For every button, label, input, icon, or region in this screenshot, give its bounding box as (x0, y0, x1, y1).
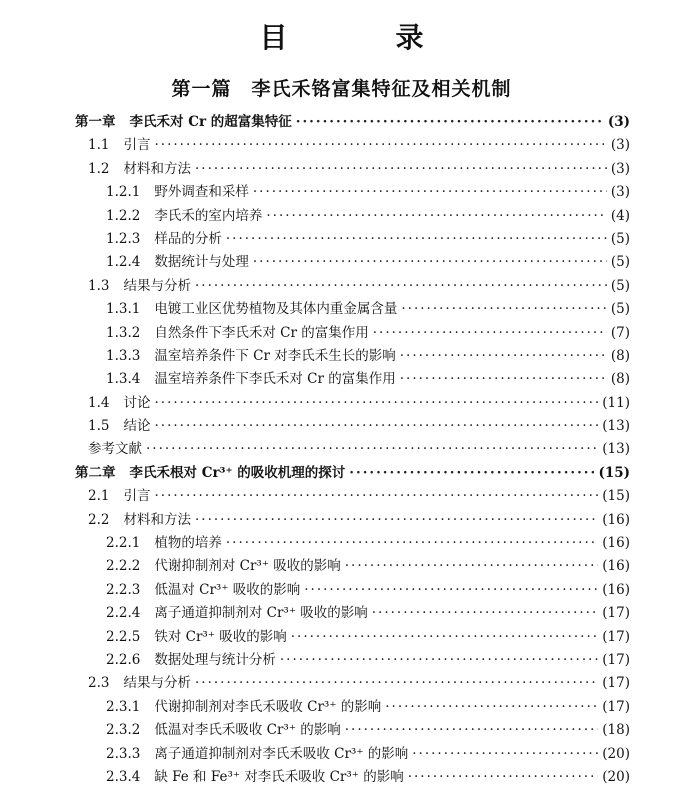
toc-entry-number: 1.3 (88, 277, 110, 294)
toc-leader-dots (400, 368, 607, 391)
toc-entry-title: 样品的分析 (154, 230, 222, 247)
toc-leader-dots (280, 649, 598, 672)
toc-entry-page: (16) (602, 511, 630, 528)
toc-entry[interactable] (0, 322, 683, 345)
toc-entry-title: 离子通道抑制剂对李氏禾吸收 Cr³⁺ 的影响 (154, 745, 409, 762)
toc-entry[interactable] (0, 672, 683, 695)
toc-entry-number: 2.3 (88, 675, 110, 692)
toc-entry-page: (17) (602, 628, 630, 645)
toc-entry-number: 1.2.3 (106, 230, 141, 247)
toc-leader-dots (146, 438, 598, 461)
toc-entry-number: 2.2.3 (106, 581, 141, 598)
toc-entry-title: 参考文献 (88, 441, 142, 458)
toc-entry-page: (17) (602, 605, 630, 622)
toc-entry[interactable] (0, 345, 683, 368)
toc-entry-page: (3) (610, 137, 630, 154)
toc-leader-dots (226, 532, 598, 555)
toc-entry-title: 电镀工业区优势植物及其体内重金属含量 (154, 301, 398, 318)
toc-entry-page: (5) (610, 301, 630, 318)
toc-entry-number: 第一章 (75, 114, 116, 130)
toc-entry-title: 代谢抑制剂对李氏禾吸收 Cr³⁺ 的影响 (154, 698, 382, 715)
toc-entry[interactable] (0, 438, 683, 461)
toc-leader-dots (296, 111, 604, 134)
toc-entry-page: (16) (602, 558, 630, 575)
toc-leader-dots (372, 602, 599, 625)
toc-entry-number: 2.2.2 (106, 558, 141, 575)
toc-entry-page: (5) (610, 277, 630, 294)
toc-entry-title: 数据统计与处理 (154, 254, 249, 271)
toc-leader-dots (195, 509, 598, 532)
toc-entry-title: 李氏禾对 Cr 的超富集特征 (129, 114, 292, 130)
toc-entry-title: 代谢抑制剂对 Cr³⁺ 吸收的影响 (154, 558, 341, 575)
toc-entry[interactable] (0, 111, 683, 134)
toc-entry[interactable] (0, 158, 683, 181)
toc-entry-title: 结果与分析 (123, 277, 191, 294)
toc-entry-number: 1.3.1 (106, 301, 141, 318)
toc-entry-title: 离子通道抑制剂对 Cr³⁺ 吸收的影响 (154, 605, 368, 622)
toc-entry[interactable] (0, 298, 683, 321)
toc-leader-dots (154, 392, 598, 415)
toc-entry[interactable] (0, 509, 683, 532)
toc-entry-page: (15) (598, 464, 630, 481)
toc-entry[interactable] (0, 602, 683, 625)
toc-entry-number: 2.3.1 (106, 698, 141, 715)
toc-entry-page: (8) (610, 347, 630, 364)
toc-leader-dots (349, 462, 594, 485)
toc-entry-title: 结论 (123, 418, 151, 435)
toc-entry-number: 1.3.2 (106, 324, 141, 341)
toc-entry-page: (16) (602, 535, 630, 552)
toc-entry-number: 1.1 (88, 137, 110, 154)
toc-entry-title: 低温对 Cr³⁺ 吸收的影响 (154, 581, 301, 598)
toc-leader-dots (253, 181, 607, 204)
toc-entry-title: 缺 Fe 和 Fe³⁺ 对李氏禾吸收 Cr³⁺ 的影响 (154, 768, 404, 785)
toc-entry[interactable] (0, 766, 683, 789)
toc-entry-number: 1.2.1 (106, 184, 141, 201)
toc-entry-title: 讨论 (123, 394, 151, 411)
toc-entry-page: (3) (607, 114, 630, 130)
toc-leader-dots (266, 205, 607, 228)
toc-entry[interactable] (0, 415, 683, 438)
toc-entry-number: 1.4 (88, 394, 110, 411)
toc-entry-title: 温室培养条件下 Cr 对李氏禾生长的影响 (154, 347, 396, 364)
toc-entry-title: 结果与分析 (123, 675, 191, 692)
toc-entry-page: (3) (610, 160, 630, 177)
toc-entry-number: 2.2.5 (106, 628, 141, 645)
toc-entry-title: 引言 (123, 137, 151, 154)
toc-entry-page: (17) (602, 698, 630, 715)
toc-entry-title: 引言 (123, 488, 151, 505)
toc-leader-dots (195, 158, 607, 181)
toc-entry-number: 1.5 (88, 418, 110, 435)
toc-entry[interactable] (0, 205, 683, 228)
toc-leader-dots (408, 766, 599, 789)
toc-entry[interactable] (0, 579, 683, 602)
toc-leader-dots (304, 579, 598, 602)
toc-leader-dots (195, 275, 607, 298)
toc-leader-dots (345, 719, 599, 742)
toc-entry-number: 2.3.2 (106, 722, 141, 739)
toc-entry-number: 1.2.2 (106, 207, 141, 224)
toc-entry[interactable] (0, 228, 683, 251)
toc-entry-number: 第二章 (75, 464, 116, 481)
toc-entry-title: 自然条件下李氏禾对 Cr 的富集作用 (154, 324, 369, 341)
toc-entry-title: 铁对 Cr³⁺ 吸收的影响 (154, 628, 287, 645)
toc-entry[interactable] (0, 462, 683, 485)
toc-leader-dots (412, 743, 598, 766)
toc-entry[interactable] (0, 368, 683, 391)
toc-leader-dots (400, 345, 607, 368)
toc-entry-number: 2.1 (88, 488, 110, 505)
toc-entry-number: 1.2.4 (106, 254, 141, 271)
toc-entry[interactable] (0, 485, 683, 508)
toc-entry-title: 李氏禾的室内培养 (154, 207, 263, 224)
toc-entry-page: (18) (602, 722, 630, 739)
toc-entry[interactable] (0, 392, 683, 415)
toc-entry-page: (4) (610, 207, 630, 224)
toc-entry-title: 野外调查和采样 (154, 184, 249, 201)
toc-entry[interactable] (0, 134, 683, 157)
toc-entry-number: 2.3.4 (106, 768, 141, 785)
toc-entry-page: (13) (602, 418, 630, 435)
toc-entry[interactable] (0, 181, 683, 204)
toc-leader-dots (253, 251, 607, 274)
toc-entry-number: 2.3.3 (106, 745, 141, 762)
toc-entry[interactable] (0, 649, 683, 672)
toc-entry[interactable] (0, 275, 683, 298)
toc-entry-number: 1.3.3 (106, 347, 141, 364)
toc-leader-dots (154, 485, 598, 508)
toc-entry-page: (11) (602, 394, 630, 411)
toc-entry-title: 数据处理与统计分析 (154, 651, 276, 668)
toc-leader-dots (345, 555, 599, 578)
toc-entry-number: 2.2 (88, 511, 110, 528)
toc-entry[interactable] (0, 555, 683, 578)
toc-leader-dots (401, 298, 607, 321)
toc-list (0, 111, 683, 789)
toc-entry-title: 李氏禾根对 Cr³⁺ 的吸收机理的探讨 (129, 464, 346, 481)
toc-entry-number: 1.2 (88, 160, 110, 177)
toc-entry-number: 2.2.6 (106, 651, 141, 668)
toc-entry-page: (5) (610, 230, 630, 247)
toc-entry[interactable] (0, 251, 683, 274)
toc-leader-dots (154, 134, 606, 157)
toc-entry[interactable] (0, 696, 683, 719)
toc-entry-title: 材料和方法 (123, 160, 191, 177)
toc-entry-page: (15) (602, 488, 630, 505)
toc-leader-dots (385, 696, 598, 719)
toc-entry[interactable] (0, 743, 683, 766)
toc-entry-page: (20) (602, 768, 630, 785)
toc-entry-title: 材料和方法 (123, 511, 191, 528)
toc-entry-page: (8) (610, 371, 630, 388)
toc-leader-dots (154, 415, 598, 438)
toc-leader-dots (291, 626, 599, 649)
toc-entry-page: (13) (602, 441, 630, 458)
toc-entry[interactable] (0, 719, 683, 742)
toc-entry-page: (16) (602, 581, 630, 598)
toc-entry-page: (17) (602, 651, 630, 668)
toc-leader-dots (373, 322, 607, 345)
toc-entry-title: 温室培养条件下李氏禾对 Cr 的富集作用 (154, 371, 396, 388)
toc-entry-title: 植物的培养 (154, 535, 222, 552)
toc-title: 目 录 (259, 21, 464, 54)
toc-entry-page: (17) (602, 675, 630, 692)
toc-entry-page: (7) (610, 324, 630, 341)
toc-leader-dots (195, 672, 598, 695)
toc-entry[interactable] (0, 532, 683, 555)
toc-entry-page: (20) (602, 745, 630, 762)
toc-leader-dots (226, 228, 607, 251)
toc-entry[interactable] (0, 626, 683, 649)
toc-entry-page: (3) (610, 184, 630, 201)
part-title: 第一篇 李氏禾铬富集特征及相关机制 (171, 78, 512, 100)
toc-entry-title: 低温对李氏禾吸收 Cr³⁺ 的影响 (154, 722, 341, 739)
toc-entry-number: 2.2.4 (106, 605, 141, 622)
toc-entry-number: 2.2.1 (106, 535, 141, 552)
toc-entry-page: (5) (610, 254, 630, 271)
toc-entry-number: 1.3.4 (106, 371, 141, 388)
